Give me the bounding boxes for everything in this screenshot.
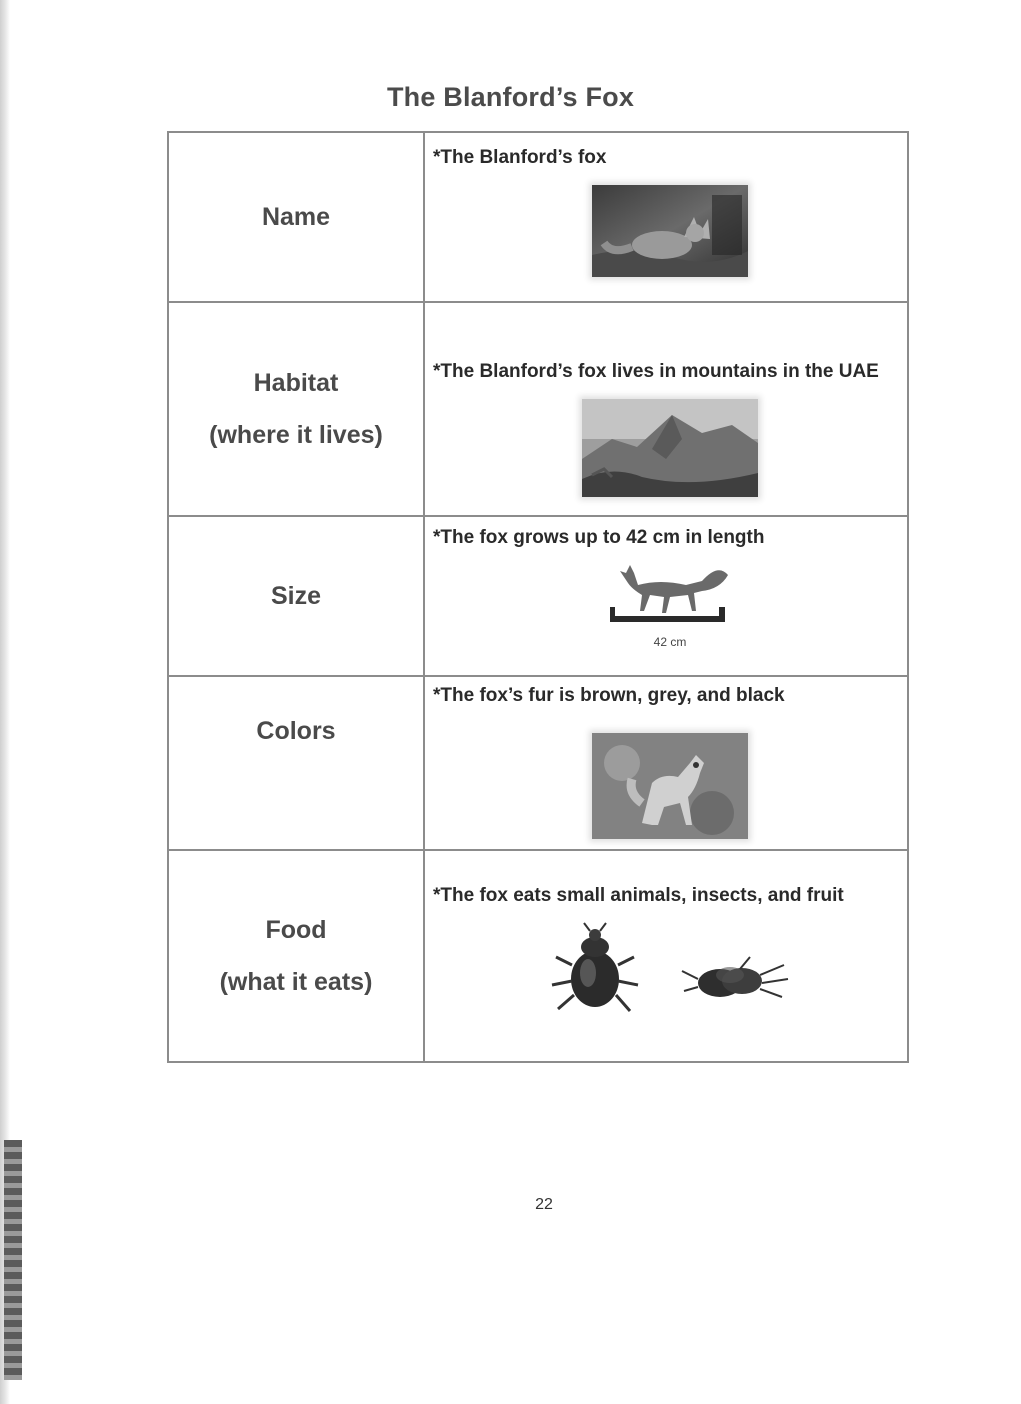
row-label: Name (261, 203, 331, 231)
table-row-habitat (168, 302, 908, 516)
table-row-colors (168, 676, 908, 850)
row-label-habitat (168, 302, 424, 516)
mountain-photo-icon (582, 399, 758, 497)
fruit-icon (680, 945, 790, 1015)
table-row-size (168, 516, 908, 676)
food-pictures (433, 921, 907, 1017)
row-text: *The fox eats small animals, insects, and fruit (433, 885, 844, 906)
row-text: *The Blanford’s fox lives in mountains in the UAE (433, 361, 879, 382)
row-content-habitat (424, 302, 908, 516)
row-label: Habitat (253, 369, 339, 397)
scan-binder-strip (4, 1140, 22, 1380)
fact-table (167, 131, 909, 1063)
row-label-name (168, 132, 424, 302)
page-title: The Blanford’s Fox (386, 82, 635, 112)
row-label-food (168, 850, 424, 1062)
page-number: 22 (535, 1196, 553, 1213)
fox-photo-icon (592, 185, 748, 277)
row-content-food (424, 850, 908, 1062)
row-label: Food (265, 916, 327, 944)
fox-ruler-icon (610, 559, 730, 629)
row-sublabel: (where it lives) (209, 421, 383, 449)
row-label: Size (270, 582, 322, 610)
row-text: *The fox grows up to 42 cm in length (433, 527, 765, 548)
row-label-colors (168, 676, 424, 850)
row-content-colors (424, 676, 908, 850)
row-text: *The fox’s fur is brown, grey, and black (433, 685, 785, 706)
beetle-icon (550, 921, 640, 1017)
row-content-name (424, 132, 908, 302)
row-content-size (424, 516, 908, 676)
table-row-name (168, 132, 908, 302)
row-label-size (168, 516, 424, 676)
fur-photo-icon (592, 733, 748, 839)
row-sublabel: (what it eats) (219, 968, 373, 996)
row-label: Colors (256, 717, 336, 745)
size-caption: 42 cm (653, 635, 687, 649)
table-row-food (168, 850, 908, 1062)
row-text: *The Blanford’s fox (433, 147, 607, 168)
